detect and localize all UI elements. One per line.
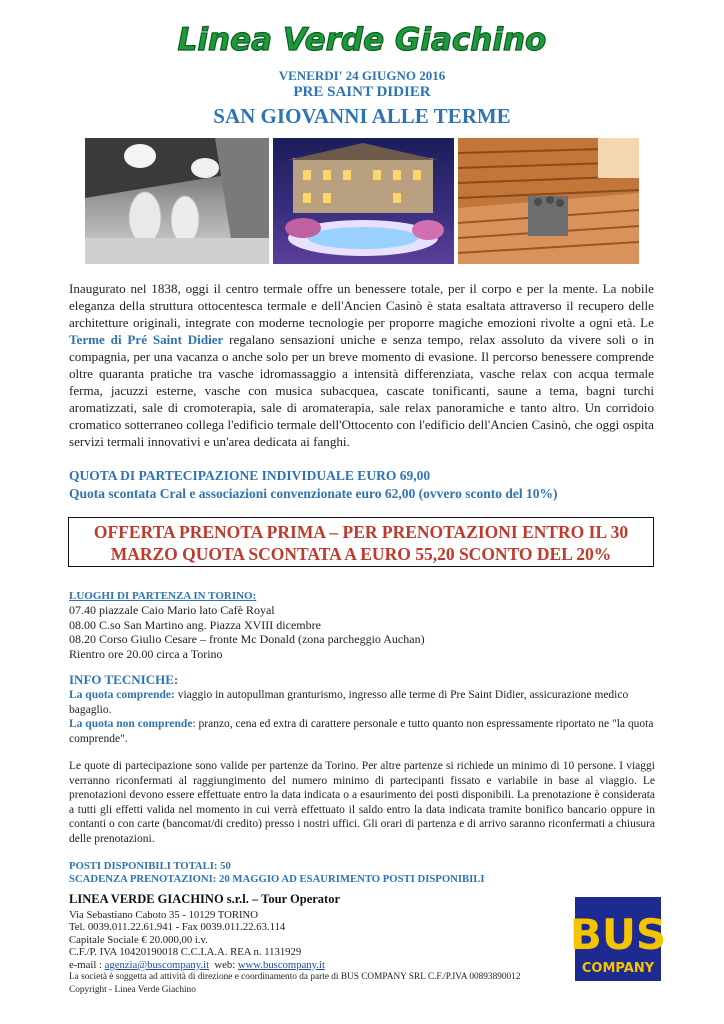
- company-phone: Tel. 0039.011.22.61.941 - Fax 0039.011.22.63.114: [69, 921, 286, 934]
- company-name: LINEA VERDE GIACHINO s.r.l. – Tour Operator: [69, 892, 340, 906]
- photo-strip: [85, 138, 639, 264]
- list-item: 08.20 Corso Giulio Cesare – fronte Mc Donald (zona parcheggio Auchan): [69, 632, 425, 647]
- footer-copyright: Copyright - Linea Verde Giachino: [69, 985, 196, 995]
- photo-night-building: [273, 138, 454, 264]
- page-title: SAN GIOVANNI ALLE TERME: [213, 104, 511, 128]
- company-capital: Capitale Sociale € 20.000,00 i.v.: [69, 933, 208, 946]
- description-text: Inaugurato nel 1838, oggi il centro termale offre un benessere totale, per il corpo e per la mente. La nobile eleganza della struttura ottocentesca termale e dell'Ancien Casinò è stata esaltata attraverso il recupero delle architetture originali, integrate con moderne tecnologie per proporre magiche emozioni rivolte a ogni età. Le Terme di Pré Saint Didier regalano sensazioni uniche e senza tempo, relax assoluto da vivere soli o in compagnia, per una vacanza o anche solo per un breve momento di evasione. Il percorso benessere comprende oltre quaranta pratiche tra vasche idromassaggio a intensità differenziata, vasche relax con acqua termale ferma, jacuzzi esterne, vasche con musica subacquea, cascate tonificanti, saune a tema, bagni turchi aromatizzati, sale di cromoterapia, sale di aromaterapia, sale relax panoramiche e tanto altro. Un corridoio cromatico sotterraneo collega l'edificio termale dell'Ottocento con l'edificio dell'Ancien Casinò, che oggi ospita servizi termali innovativi e un'area dedicata ai fanghi.: [69, 281, 654, 449]
- photo-relax-room: [85, 138, 269, 264]
- offer-line-2: MARZO QUOTA SCONTATA A EURO 55,20 SCONTO DEL 20%: [110, 544, 612, 564]
- info-title: INFO TECNICHE:: [69, 672, 179, 687]
- price-discounted: Quota scontata Cral e associazioni convenzionate euro 62,00 (ovvero sconto del 10%): [69, 486, 558, 501]
- website-link[interactable]: www.buscompany.it: [237, 958, 325, 971]
- event-location: PRE SAINT DIDIER: [293, 84, 431, 100]
- early-booking-offer: [68, 517, 654, 567]
- photo-sauna: [458, 138, 639, 264]
- event-date: VENERDI' 24 GIUGNO 2016: [278, 68, 446, 83]
- company-vat: C.F./P. IVA 10420190018 C.C.I.A.A. REA n. 1131929: [69, 946, 302, 959]
- list-item: Rientro ore 20.00 circa a Torino: [69, 647, 223, 662]
- terme-link[interactable]: Terme di Pré Saint Didier: [69, 332, 224, 347]
- seats-available: POSTI DISPONIBILI TOTALI: 50: [69, 860, 231, 872]
- price-individual: QUOTA DI PARTECIPAZIONE INDIVIDUALE EURO 69,00: [69, 468, 431, 483]
- company-address: Via Sebastiano Caboto 35 - 10129 TORINO: [69, 909, 258, 921]
- list-item: 07.40 piazzale Caio Mario lato Cafè Royal: [69, 603, 275, 617]
- email-link[interactable]: agenzia@buscompany.it: [104, 958, 210, 971]
- departures-title: LUOGHI DI PARTENZA IN TORINO:: [69, 590, 257, 602]
- brand-logo: [0, 8, 724, 68]
- svg-text:COMPANY: COMPANY: [581, 961, 655, 976]
- excludes-text: La quota non comprende: pranzo, cena ed extra di carattere personale e tutto quanto non espressamente riportato ne "la quota comprende".: [69, 718, 654, 745]
- departures-list: [69, 603, 425, 662]
- company-links: e-mail : agenzia@buscompany.it web: www.buscompany.it: [69, 958, 325, 971]
- booking-deadline: SCADENZA PRENOTAZIONI: 20 MAGGIO AD ESAURIMENTO POSTI DISPONIBILI: [69, 873, 485, 885]
- bus-company-logo: [569, 897, 667, 981]
- svg-text:BUS: BUS: [569, 910, 667, 959]
- logo-text: Linea Verde Giachino: [177, 22, 547, 58]
- footer-legal: La società è soggetta ad attività di direzione e coordinamento da parte di BUS COMPANY SRL C.F./P.IVA 00893890012: [69, 972, 521, 982]
- offer-line-1: OFFERTA PRENOTA PRIMA – PER PRENOTAZIONI ENTRO IL 30: [93, 522, 629, 542]
- conditions-text: Le quote di partecipazione sono valide per partenze da Torino. Per altre partenze si richiede un minimo di 10 persone. I viaggi verranno riconfermati al raggiungimento del numero minimo di partecipanti fissato e variabile in base al viaggio. Le prenotazioni devono essere effettuate entro la data indicata o a esaurimento dei posti disponibili. La prenotazione è considerata a tutti gli effetti valida nel momento in cui verrà effettuato il saldo entro la data indicata tramite bonifico bancario oppure in contanti o con carte (bancomat/di credito) presso i nostri uffici. Gli orari di partenza e di arrivo saranno riconfermati a chiusura delle prenotazioni.: [69, 760, 655, 845]
- list-item: 08.00 C.so San Martino ang. Piazza XVIII dicembre: [69, 617, 321, 632]
- company-contacts: [69, 909, 325, 971]
- includes-text: La quota comprende: viaggio in autopullman granturismo, ingresso alle terme di Pre Saint Didier, assicurazione medico bagaglio.: [69, 689, 629, 716]
